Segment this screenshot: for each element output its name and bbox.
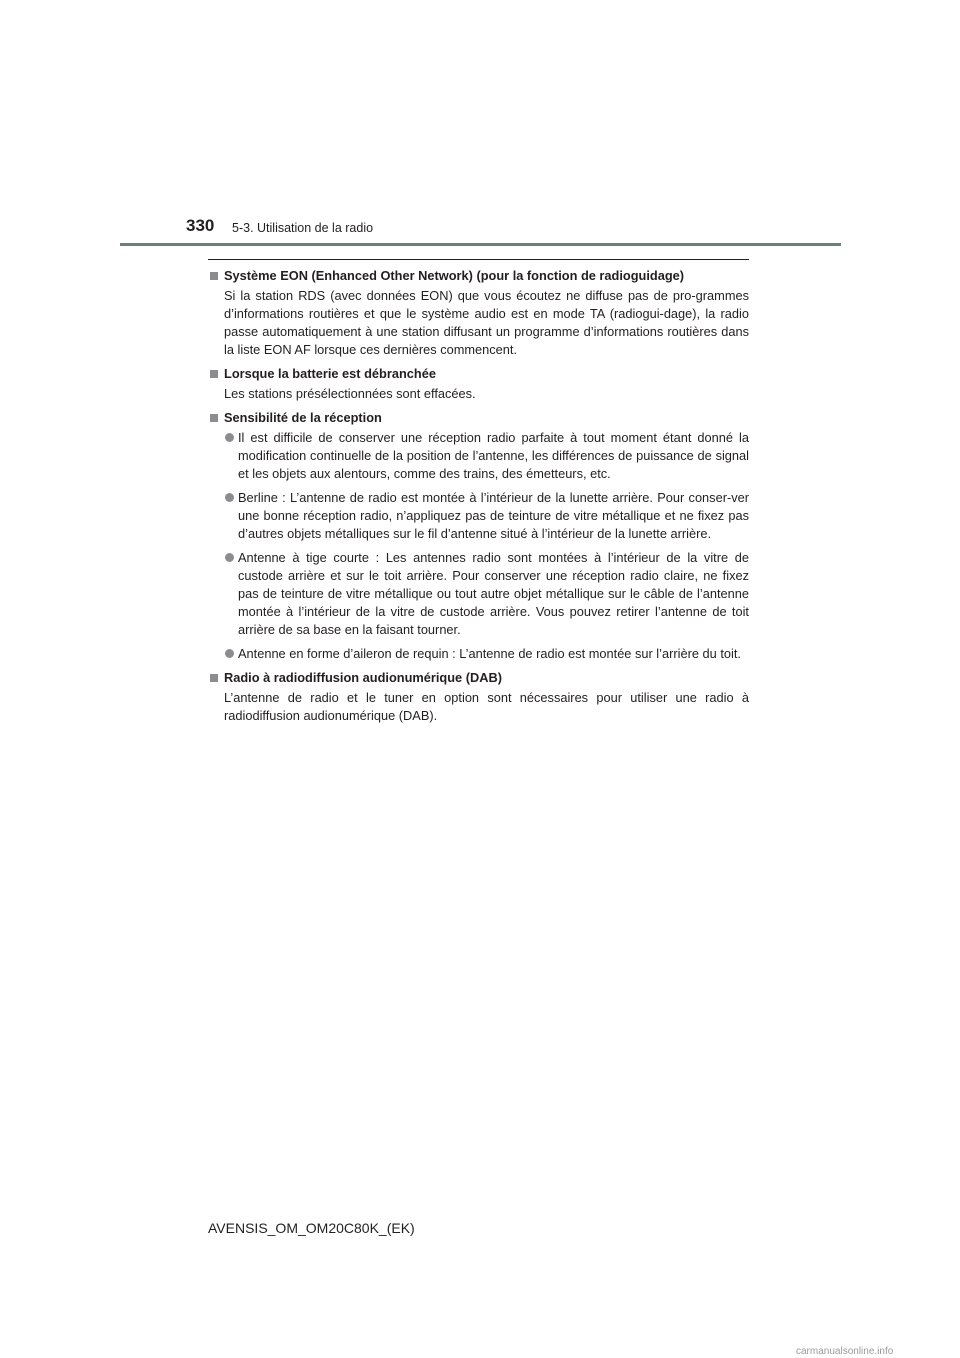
section-body-dab: L’antenne de radio et le tuner en option sont nécessaires pour utiliser une radio à radiodiffusion audionumérique (DAB). <box>224 690 749 723</box>
section-heading-dab <box>208 669 749 687</box>
section-body-eon: Si la station RDS (avec données EON) que vous écoutez ne diffuse pas de pro-grammes d’informations routières et que le système audio est en mode TA (radiogui-dage), la radio passe automatiquement à une station diffusant un programme d’informations routières dans la liste EON AF lorsque ces dernières commencent. <box>224 288 749 357</box>
section-heading-battery <box>208 365 749 383</box>
watermark: carmanualsonline.info <box>796 1346 894 1357</box>
header-divider <box>120 243 841 246</box>
page-number: 330 <box>186 216 215 235</box>
heading-text: Sensibilité de la réception <box>224 410 382 425</box>
square-bullet-icon <box>210 272 218 280</box>
heading-text: Lorsque la batterie est débranchée <box>224 366 436 381</box>
list-item <box>208 645 749 663</box>
document-code: AVENSIS_OM_OM20C80K_(EK) <box>208 1220 415 1236</box>
circle-bullet-icon <box>225 649 234 658</box>
list-item <box>208 489 749 543</box>
section-heading-reception <box>208 409 749 427</box>
section-title: 5-3. Utilisation de la radio <box>232 221 374 235</box>
square-bullet-icon <box>210 674 218 682</box>
square-bullet-icon <box>210 414 218 422</box>
page-content <box>208 263 749 731</box>
list-item <box>208 549 749 639</box>
list-item-text: Antenne en forme d’aileron de requin : L’antenne de radio est montée sur l’arrière du toit. <box>238 646 741 661</box>
section-body-battery: Les stations présélectionnées sont effacées. <box>224 386 476 401</box>
list-item-text: Il est difficile de conserver une réception radio parfaite à tout moment étant donné la modification continuelle de la position de l’antenne, les différences de puissance de signal et les objets aux alentours, comme des trains, des émetteurs, etc. <box>238 430 749 481</box>
square-bullet-icon <box>210 370 218 378</box>
heading-text: Système EON (Enhanced Other Network) (pour la fonction de radioguidage) <box>224 268 685 283</box>
circle-bullet-icon <box>225 553 234 562</box>
heading-text: Radio à radiodiffusion audionumérique (DAB) <box>224 670 502 685</box>
list-item <box>208 429 749 483</box>
circle-bullet-icon <box>225 433 234 442</box>
list-item-text: Berline : L’antenne de radio est montée à l’intérieur de la lunette arrière. Pour conser-ver une bonne réception radio, n’appliquez pas de teinture de vitre métallique et ne fixez pas d’autres objets métalliques sur le fil d’antenne situé à l’intérieur de la lunette arrière. <box>238 490 749 541</box>
circle-bullet-icon <box>225 493 234 502</box>
content-top-divider <box>208 259 749 260</box>
list-item-text: Antenne à tige courte : Les antennes radio sont montées à l’intérieur de la vitre de custode arrière et sur le toit arrière. Pour conserver une réception radio claire, ne fixez pas de teinture de vitre métallique ou tout autre objet métallique sur le câble de l’antenne montée à l’intérieur de la vitre de custode arrière. Vous pouvez retirer l’antenne de toit arrière de sa base en la faisant tourner. <box>238 550 749 637</box>
section-heading-eon <box>208 267 749 285</box>
